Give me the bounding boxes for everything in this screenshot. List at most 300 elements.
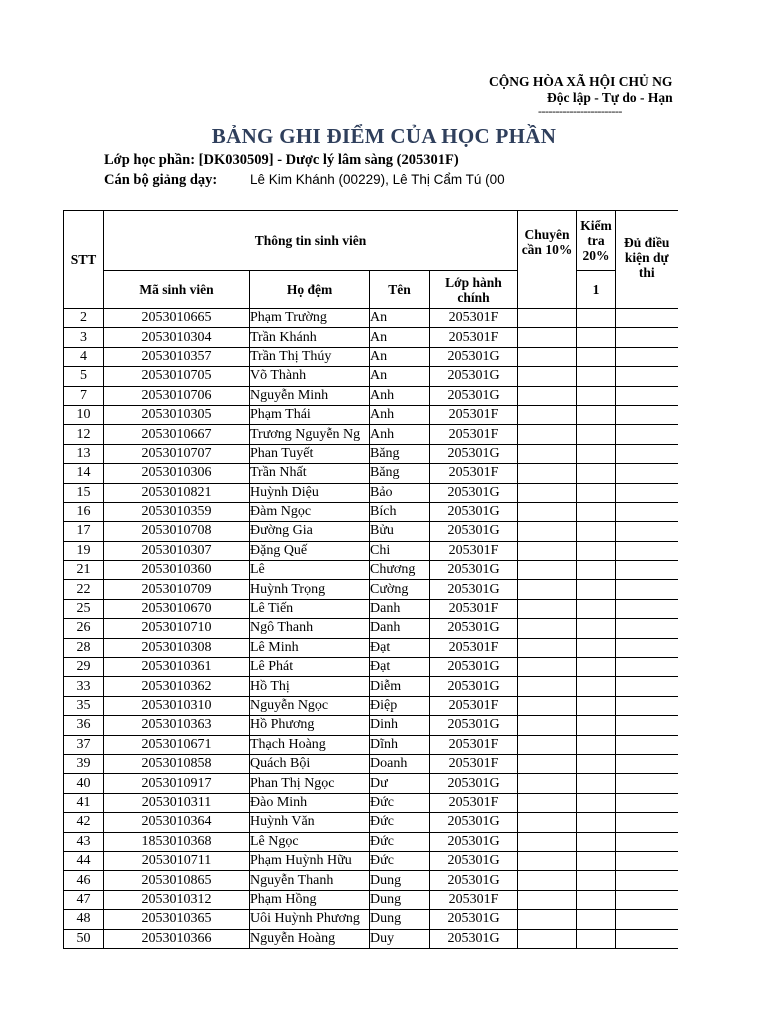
- attendance-cell: [518, 464, 577, 483]
- last-name-cell: Nguyễn Minh: [250, 386, 370, 405]
- student-id-cell: 2053010366: [104, 929, 250, 948]
- admin-class-cell: 205301G: [430, 502, 518, 521]
- first-name-cell: Băng: [370, 444, 430, 463]
- eligible-cell: [616, 851, 678, 870]
- eligible-cell: [616, 735, 678, 754]
- stt-cell: 4: [64, 347, 104, 366]
- attendance-cell: [518, 483, 577, 502]
- admin-class-cell: 205301F: [430, 793, 518, 812]
- test-cell: [577, 405, 616, 424]
- attendance-cell: [518, 522, 577, 541]
- admin-class-cell: 205301G: [430, 929, 518, 948]
- stt-cell: 44: [64, 851, 104, 870]
- test-cell: [577, 541, 616, 560]
- grade-table: [63, 210, 678, 949]
- stt-cell: 40: [64, 774, 104, 793]
- stt-cell: 50: [64, 929, 104, 948]
- header-divider: ------------------------: [538, 104, 622, 118]
- admin-class-cell: 205301G: [430, 716, 518, 735]
- test-cell: [577, 832, 616, 851]
- attendance-cell: [518, 619, 577, 638]
- attendance-cell: [518, 832, 577, 851]
- last-name-cell: Hồ Thị: [250, 677, 370, 696]
- student-id-cell: 2053010304: [104, 328, 250, 347]
- student-id-cell: 2053010708: [104, 522, 250, 541]
- eligible-cell: [616, 696, 678, 715]
- attendance-cell: [518, 599, 577, 618]
- first-name-cell: Chi: [370, 541, 430, 560]
- attendance-cell: [518, 774, 577, 793]
- table-row: [64, 832, 678, 851]
- eligible-cell: [616, 464, 678, 483]
- test-cell: [577, 561, 616, 580]
- header-stt: STT: [64, 211, 104, 309]
- test-cell: [577, 677, 616, 696]
- student-id-cell: 2053010365: [104, 910, 250, 929]
- student-id-cell: 2053010711: [104, 851, 250, 870]
- student-id-cell: 2053010858: [104, 754, 250, 773]
- table-row: [64, 851, 678, 870]
- attendance-cell: [518, 405, 577, 424]
- admin-class-cell: 205301G: [430, 522, 518, 541]
- test-cell: [577, 444, 616, 463]
- last-name-cell: Lê Ngọc: [250, 832, 370, 851]
- first-name-cell: Diễm: [370, 677, 430, 696]
- last-name-cell: Huỳnh Diệu: [250, 483, 370, 502]
- student-id-cell: 2053010671: [104, 735, 250, 754]
- attendance-cell: [518, 367, 577, 386]
- admin-class-cell: 205301F: [430, 309, 518, 328]
- admin-class-cell: 205301G: [430, 347, 518, 366]
- header-student-id: Mã sinh viên: [104, 271, 250, 309]
- admin-class-cell: 205301G: [430, 658, 518, 677]
- table-row: [64, 502, 678, 521]
- table-row: [64, 619, 678, 638]
- attendance-cell: [518, 638, 577, 657]
- eligible-cell: [616, 929, 678, 948]
- lecturer-label: Cán bộ giảng dạy:: [104, 172, 218, 188]
- attendance-cell: [518, 561, 577, 580]
- student-id-cell: 2053010361: [104, 658, 250, 677]
- first-name-cell: Dung: [370, 871, 430, 890]
- table-row: [64, 871, 678, 890]
- eligible-cell: [616, 367, 678, 386]
- first-name-cell: Dĩnh: [370, 735, 430, 754]
- first-name-cell: Đức: [370, 832, 430, 851]
- student-id-cell: 1853010368: [104, 832, 250, 851]
- admin-class-cell: 205301G: [430, 774, 518, 793]
- admin-class-cell: 205301G: [430, 367, 518, 386]
- student-id-cell: 2053010865: [104, 871, 250, 890]
- eligible-cell: [616, 619, 678, 638]
- last-name-cell: Đàm Ngọc: [250, 502, 370, 521]
- test-cell: [577, 871, 616, 890]
- test-cell: [577, 813, 616, 832]
- test-cell: [577, 658, 616, 677]
- test-cell: [577, 328, 616, 347]
- stt-cell: 43: [64, 832, 104, 851]
- test-cell: [577, 929, 616, 948]
- eligible-cell: [616, 425, 678, 444]
- stt-cell: 33: [64, 677, 104, 696]
- table-row: [64, 386, 678, 405]
- header-first-name: Tên: [370, 271, 430, 309]
- lecturer-value: Lê Kim Khánh (00229), Lê Thị Cẩm Tú (00: [250, 172, 505, 187]
- student-id-cell: 2053010308: [104, 638, 250, 657]
- stt-cell: 48: [64, 910, 104, 929]
- last-name-cell: Trần Khánh: [250, 328, 370, 347]
- last-name-cell: Nguyễn Thanh: [250, 871, 370, 890]
- first-name-cell: Đức: [370, 813, 430, 832]
- table-row: [64, 813, 678, 832]
- test-cell: [577, 309, 616, 328]
- student-id-cell: 2053010310: [104, 696, 250, 715]
- admin-class-cell: 205301F: [430, 696, 518, 715]
- admin-class-cell: 205301G: [430, 483, 518, 502]
- stt-cell: 37: [64, 735, 104, 754]
- student-id-cell: 2053010307: [104, 541, 250, 560]
- table-row: [64, 658, 678, 677]
- last-name-cell: Ngô Thanh: [250, 619, 370, 638]
- stt-cell: 29: [64, 658, 104, 677]
- attendance-cell: [518, 580, 577, 599]
- eligible-cell: [616, 502, 678, 521]
- eligible-cell: [616, 716, 678, 735]
- attendance-cell: [518, 444, 577, 463]
- stt-cell: 41: [64, 793, 104, 812]
- student-id-cell: 2053010821: [104, 483, 250, 502]
- last-name-cell: Phạm Thái: [250, 405, 370, 424]
- admin-class-cell: 205301G: [430, 677, 518, 696]
- admin-class-cell: 205301F: [430, 541, 518, 560]
- first-name-cell: Đạt: [370, 658, 430, 677]
- admin-class-cell: 205301G: [430, 851, 518, 870]
- last-name-cell: Lê: [250, 561, 370, 580]
- test-cell: [577, 425, 616, 444]
- table-row: [64, 425, 678, 444]
- header-eligible: Đủ điều kiện dự thi: [616, 211, 678, 309]
- eligible-cell: [616, 871, 678, 890]
- eligible-cell: [616, 347, 678, 366]
- test-cell: [577, 502, 616, 521]
- stt-cell: 2: [64, 309, 104, 328]
- last-name-cell: Đặng Quế: [250, 541, 370, 560]
- first-name-cell: Điệp: [370, 696, 430, 715]
- first-name-cell: Cường: [370, 580, 430, 599]
- eligible-cell: [616, 677, 678, 696]
- document-title: BẢNG GHI ĐIỂM CỦA HỌC PHẦN: [211, 124, 557, 148]
- attendance-cell: [518, 328, 577, 347]
- test-cell: [577, 367, 616, 386]
- admin-class-cell: 205301G: [430, 619, 518, 638]
- table-row: [64, 367, 678, 386]
- stt-cell: 26: [64, 619, 104, 638]
- student-id-cell: 2053010670: [104, 599, 250, 618]
- eligible-cell: [616, 580, 678, 599]
- table-row: [64, 890, 678, 909]
- admin-class-cell: 205301F: [430, 405, 518, 424]
- attendance-cell: [518, 541, 577, 560]
- eligible-cell: [616, 754, 678, 773]
- eligible-cell: [616, 813, 678, 832]
- first-name-cell: Danh: [370, 599, 430, 618]
- student-id-cell: 2053010357: [104, 347, 250, 366]
- attendance-cell: [518, 425, 577, 444]
- stt-cell: 5: [64, 367, 104, 386]
- stt-cell: 10: [64, 405, 104, 424]
- student-id-cell: 2053010917: [104, 774, 250, 793]
- stt-cell: 42: [64, 813, 104, 832]
- admin-class-cell: 205301G: [430, 910, 518, 929]
- test-cell: [577, 851, 616, 870]
- test-cell: [577, 793, 616, 812]
- last-name-cell: Trần Thị Thúy: [250, 347, 370, 366]
- table-row: [64, 929, 678, 948]
- grade-table-body: [64, 309, 678, 949]
- stt-cell: 22: [64, 580, 104, 599]
- table-row: [64, 580, 678, 599]
- attendance-cell: [518, 929, 577, 948]
- last-name-cell: Trần Nhất: [250, 464, 370, 483]
- test-cell: [577, 890, 616, 909]
- stt-cell: 25: [64, 599, 104, 618]
- first-name-cell: Bích: [370, 502, 430, 521]
- admin-class-cell: 205301F: [430, 638, 518, 657]
- last-name-cell: Quách Bội: [250, 754, 370, 773]
- attendance-cell: [518, 502, 577, 521]
- last-name-cell: Phan Thị Ngọc: [250, 774, 370, 793]
- attendance-cell: [518, 871, 577, 890]
- first-name-cell: Duy: [370, 929, 430, 948]
- table-row: [64, 638, 678, 657]
- student-id-cell: 2053010311: [104, 793, 250, 812]
- first-name-cell: Dung: [370, 890, 430, 909]
- first-name-cell: Anh: [370, 405, 430, 424]
- header-test: Kiểm tra 20%: [577, 211, 616, 271]
- first-name-cell: Chương: [370, 561, 430, 580]
- last-name-cell: Phan Tuyết: [250, 444, 370, 463]
- eligible-cell: [616, 483, 678, 502]
- student-id-cell: 2053010706: [104, 386, 250, 405]
- stt-cell: 35: [64, 696, 104, 715]
- last-name-cell: Hồ Phương: [250, 716, 370, 735]
- test-cell: [577, 619, 616, 638]
- first-name-cell: Dung: [370, 910, 430, 929]
- attendance-cell: [518, 716, 577, 735]
- table-row: [64, 599, 678, 618]
- last-name-cell: Thạch Hoàng: [250, 735, 370, 754]
- attendance-cell: [518, 696, 577, 715]
- header-test-sub: 1: [577, 271, 616, 309]
- stt-cell: 47: [64, 890, 104, 909]
- attendance-cell: [518, 347, 577, 366]
- attendance-cell: [518, 813, 577, 832]
- last-name-cell: Uôi Huỳnh Phương: [250, 910, 370, 929]
- admin-class-cell: 205301F: [430, 599, 518, 618]
- table-row: [64, 464, 678, 483]
- first-name-cell: Dinh: [370, 716, 430, 735]
- first-name-cell: An: [370, 328, 430, 347]
- admin-class-cell: 205301F: [430, 890, 518, 909]
- test-cell: [577, 386, 616, 405]
- table-row: [64, 696, 678, 715]
- attendance-cell: [518, 735, 577, 754]
- stt-cell: 13: [64, 444, 104, 463]
- first-name-cell: Bảo: [370, 483, 430, 502]
- table-row: [64, 774, 678, 793]
- eligible-cell: [616, 386, 678, 405]
- attendance-cell: [518, 910, 577, 929]
- first-name-cell: An: [370, 309, 430, 328]
- test-cell: [577, 696, 616, 715]
- header-attendance: Chuyên cần 10%: [518, 211, 577, 309]
- test-cell: [577, 716, 616, 735]
- student-id-cell: 2053010363: [104, 716, 250, 735]
- attendance-cell: [518, 754, 577, 773]
- eligible-cell: [616, 561, 678, 580]
- last-name-cell: Lê Minh: [250, 638, 370, 657]
- first-name-cell: Anh: [370, 425, 430, 444]
- table-row: [64, 677, 678, 696]
- table-row: [64, 522, 678, 541]
- stt-cell: 17: [64, 522, 104, 541]
- header-admin-class: Lớp hành chính: [430, 271, 518, 309]
- attendance-cell: [518, 793, 577, 812]
- admin-class-cell: 205301G: [430, 832, 518, 851]
- republic-header: CỘNG HÒA XÃ HỘI CHỦ NG: [489, 74, 673, 89]
- first-name-cell: Đức: [370, 793, 430, 812]
- last-name-cell: Nguyễn Hoàng: [250, 929, 370, 948]
- course-info: [104, 152, 459, 169]
- first-name-cell: Dư: [370, 774, 430, 793]
- eligible-cell: [616, 599, 678, 618]
- stt-cell: 15: [64, 483, 104, 502]
- stt-cell: 19: [64, 541, 104, 560]
- course-label: Lớp học phần:: [104, 152, 196, 168]
- last-name-cell: Trương Nguyễn Ng: [250, 425, 370, 444]
- last-name-cell: Lê Phát: [250, 658, 370, 677]
- test-cell: [577, 522, 616, 541]
- eligible-cell: [616, 774, 678, 793]
- table-row: [64, 444, 678, 463]
- table-row: [64, 716, 678, 735]
- table-row: [64, 561, 678, 580]
- first-name-cell: An: [370, 367, 430, 386]
- eligible-cell: [616, 541, 678, 560]
- eligible-cell: [616, 522, 678, 541]
- last-name-cell: Lê Tiến: [250, 599, 370, 618]
- eligible-cell: [616, 405, 678, 424]
- admin-class-cell: 205301G: [430, 386, 518, 405]
- first-name-cell: Doanh: [370, 754, 430, 773]
- first-name-cell: Anh: [370, 386, 430, 405]
- lecturer-info: [104, 172, 505, 189]
- table-row: [64, 483, 678, 502]
- stt-cell: 28: [64, 638, 104, 657]
- test-cell: [577, 580, 616, 599]
- eligible-cell: [616, 832, 678, 851]
- test-cell: [577, 910, 616, 929]
- test-cell: [577, 464, 616, 483]
- last-name-cell: Phạm Hồng: [250, 890, 370, 909]
- course-value: [DK030509] - Dược lý lâm sàng (205301F): [198, 152, 459, 168]
- eligible-cell: [616, 309, 678, 328]
- first-name-cell: Băng: [370, 464, 430, 483]
- attendance-cell: [518, 386, 577, 405]
- last-name-cell: Đường Gia: [250, 522, 370, 541]
- admin-class-cell: 205301F: [430, 754, 518, 773]
- test-cell: [577, 599, 616, 618]
- table-row: [64, 309, 678, 328]
- last-name-cell: Phạm Huỳnh Hữu: [250, 851, 370, 870]
- test-cell: [577, 347, 616, 366]
- student-id-cell: 2053010312: [104, 890, 250, 909]
- table-row: [64, 754, 678, 773]
- last-name-cell: Huỳnh Văn: [250, 813, 370, 832]
- student-id-cell: 2053010305: [104, 405, 250, 424]
- test-cell: [577, 483, 616, 502]
- student-id-cell: 2053010364: [104, 813, 250, 832]
- last-name-cell: Phạm Trường: [250, 309, 370, 328]
- stt-cell: 16: [64, 502, 104, 521]
- admin-class-cell: 205301G: [430, 580, 518, 599]
- test-cell: [577, 735, 616, 754]
- stt-cell: 12: [64, 425, 104, 444]
- first-name-cell: Danh: [370, 619, 430, 638]
- admin-class-cell: 205301G: [430, 871, 518, 890]
- student-id-cell: 2053010360: [104, 561, 250, 580]
- table-row: [64, 328, 678, 347]
- student-id-cell: 2053010665: [104, 309, 250, 328]
- stt-cell: 7: [64, 386, 104, 405]
- stt-cell: 14: [64, 464, 104, 483]
- admin-class-cell: 205301G: [430, 444, 518, 463]
- table-row: [64, 541, 678, 560]
- admin-class-cell: 205301F: [430, 425, 518, 444]
- last-name-cell: Võ Thành: [250, 367, 370, 386]
- admin-class-cell: 205301F: [430, 735, 518, 754]
- table-row: [64, 735, 678, 754]
- eligible-cell: [616, 910, 678, 929]
- admin-class-cell: 205301G: [430, 813, 518, 832]
- attendance-cell: [518, 677, 577, 696]
- attendance-cell: [518, 890, 577, 909]
- table-row: [64, 405, 678, 424]
- first-name-cell: Đạt: [370, 638, 430, 657]
- header-student-info: Thông tin sinh viên: [104, 211, 518, 271]
- student-id-cell: 2053010710: [104, 619, 250, 638]
- test-cell: [577, 774, 616, 793]
- test-cell: [577, 638, 616, 657]
- eligible-cell: [616, 890, 678, 909]
- student-id-cell: 2053010709: [104, 580, 250, 599]
- header-last-name: Họ đệm: [250, 271, 370, 309]
- eligible-cell: [616, 658, 678, 677]
- stt-cell: 46: [64, 871, 104, 890]
- first-name-cell: An: [370, 347, 430, 366]
- table-row: [64, 347, 678, 366]
- student-id-cell: 2053010667: [104, 425, 250, 444]
- student-id-cell: 2053010362: [104, 677, 250, 696]
- table-row: [64, 910, 678, 929]
- stt-cell: 39: [64, 754, 104, 773]
- table-row: [64, 793, 678, 812]
- admin-class-cell: 205301F: [430, 464, 518, 483]
- last-name-cell: Nguyễn Ngọc: [250, 696, 370, 715]
- student-id-cell: 2053010359: [104, 502, 250, 521]
- eligible-cell: [616, 444, 678, 463]
- motto-header: Độc lập - Tự do - Hạn: [547, 90, 673, 105]
